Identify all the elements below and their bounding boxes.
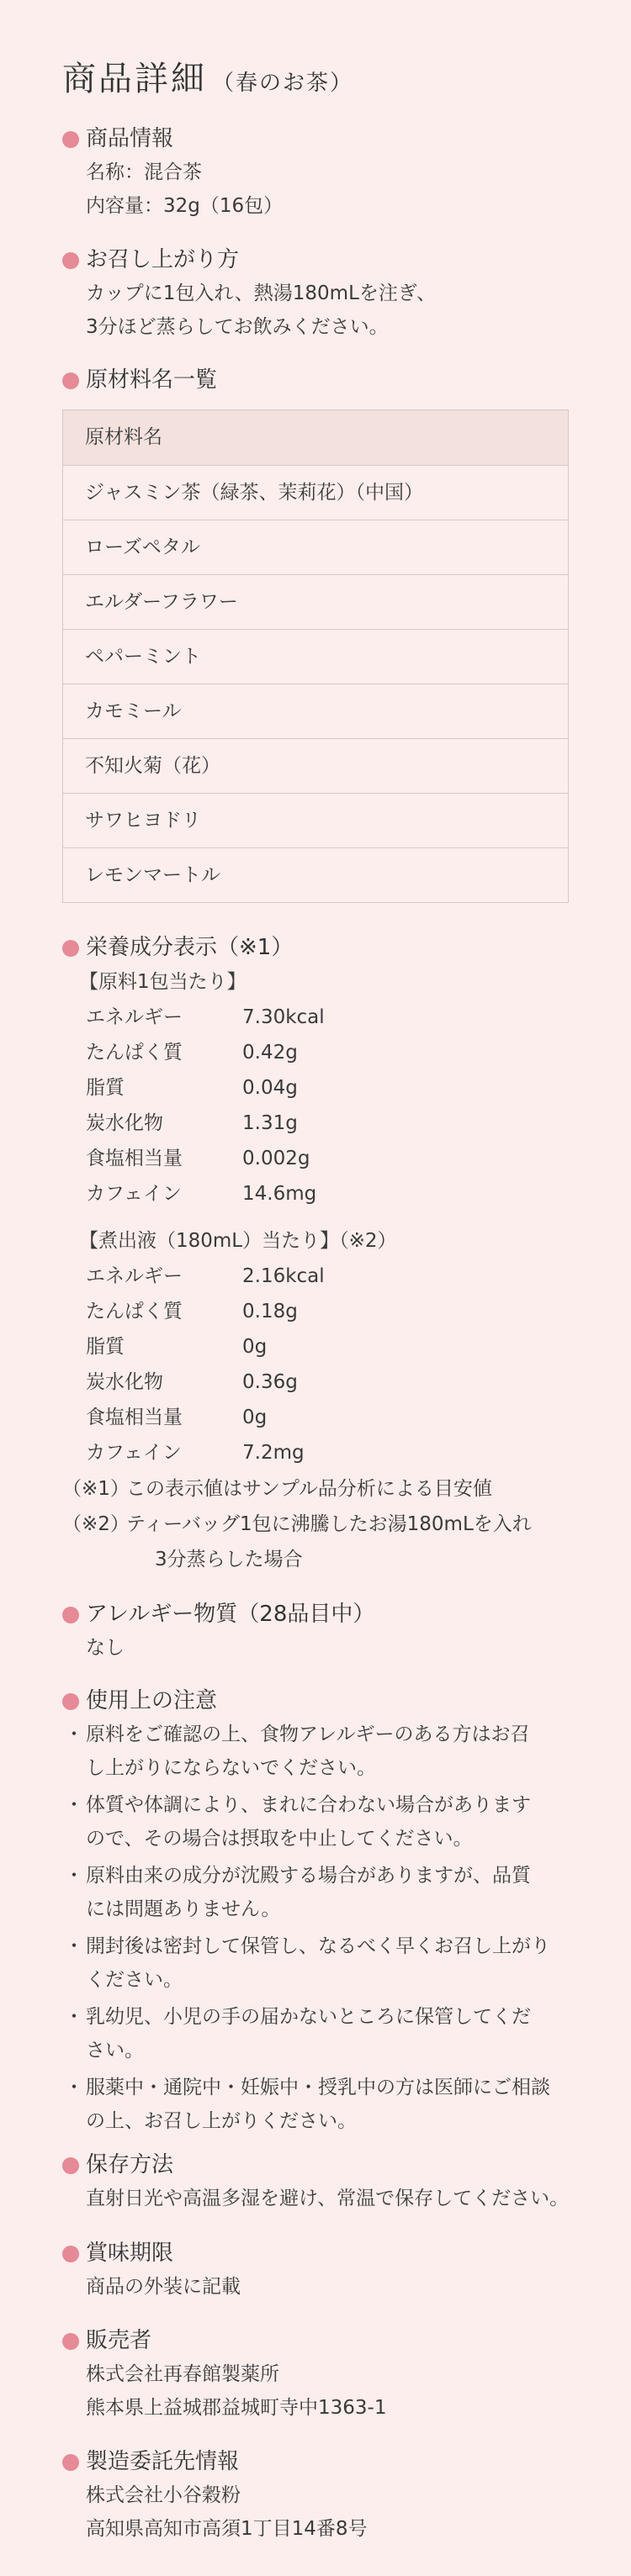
caution-line: には問題ありません。 xyxy=(86,1898,281,1920)
nutrition-per-brew-label: 【煮出液（180mL）当たり】（※2） xyxy=(79,1230,397,1252)
table-row: 不知火菊（花） xyxy=(63,738,568,793)
caution-line: し上がりにならないでください。 xyxy=(86,1757,376,1779)
nutrient-value: 7.30kcal xyxy=(242,1006,325,1028)
nutrient-value: 0.18g xyxy=(242,1301,298,1322)
nutrient-name: カフェイン xyxy=(86,1183,182,1205)
section-ingredients xyxy=(62,363,597,397)
section-heading: 原材料名一覧 xyxy=(62,363,597,397)
note-item xyxy=(62,1507,532,1577)
caution-line: さい。 xyxy=(86,2040,144,2061)
note-mark: （※1） xyxy=(62,1478,130,1500)
page-title-main: 商品詳細 xyxy=(62,60,207,98)
nutrient-name: 脂質 xyxy=(86,1336,125,1358)
table-row: レモンマートル xyxy=(63,847,568,902)
section-cautions xyxy=(62,1684,581,2141)
nutrient-name: 炭水化物 xyxy=(86,1112,163,1134)
nutrient-name: 脂質 xyxy=(86,1077,125,1099)
section-heading: アレルギー物質（28品目中） xyxy=(62,1597,597,1631)
nutrient-name: エネルギー xyxy=(86,1265,183,1287)
note-text: この表示値はサンプル品分析による目安値 xyxy=(126,1478,492,1500)
bullet-dot-icon: ・ xyxy=(64,1865,84,1887)
section-heading: 製造委託先情報 xyxy=(62,2445,597,2478)
how-to-line: 3分ほど蒸らしてお飲みください。 xyxy=(86,316,389,338)
nutrient-name: 炭水化物 xyxy=(86,1371,163,1393)
list-item xyxy=(62,2071,581,2138)
section-product-info xyxy=(62,122,597,223)
section-nutrition xyxy=(62,931,597,1470)
nutrient-value: 14.6mg xyxy=(242,1183,317,1205)
product-content: 内容量：32g（16包） xyxy=(86,195,284,217)
how-to-line: カップに1包入れ、熱湯180mLを注ぎ、 xyxy=(86,282,436,304)
table-row: ジャスミン茶（緑茶、茉莉花）（中国） xyxy=(63,465,568,520)
page-title xyxy=(62,52,353,100)
table-row: カモミール xyxy=(63,684,568,738)
section-heading: 保存方法 xyxy=(62,2148,614,2182)
bullet-dot-icon: ・ xyxy=(64,1935,84,1957)
section-heading: 賞味期限 xyxy=(62,2236,597,2270)
caution-line: 原料由来の成分が沈殿する場合がありますが、品質 xyxy=(86,1865,531,1887)
manufacturer-address: 高知県高知市高須1丁目14番8号 xyxy=(86,2518,368,2540)
nutrient-value: 1.31g xyxy=(242,1112,298,1134)
nutrient-value: 2.16kcal xyxy=(242,1265,325,1287)
section-allergy xyxy=(62,1597,597,1665)
caution-list xyxy=(62,1718,581,2138)
caution-line: 開封後は密封して保管し、なるべく早くお召し上がり xyxy=(86,1935,550,1957)
list-item xyxy=(62,1859,581,1926)
section-manufacturer xyxy=(62,2445,597,2546)
nutrition-notes xyxy=(62,1471,532,1577)
bullet-dot-icon: ・ xyxy=(64,2006,84,2028)
section-how-to xyxy=(62,243,597,344)
nutrition-per-brew-table xyxy=(62,1259,597,1470)
nutrient-name: 食塩相当量 xyxy=(86,1148,183,1169)
section-heading: 栄養成分表示（※1） xyxy=(62,931,597,964)
bullet-dot-icon: ・ xyxy=(64,1794,84,1816)
bullet-dot-icon: ・ xyxy=(64,2077,84,2098)
caution-line: の上、お召し上がりください。 xyxy=(86,2110,357,2132)
note-text: 3分蒸らした場合 xyxy=(155,1549,303,1570)
note-mark: （※2） xyxy=(62,1513,130,1535)
allergy-value: なし xyxy=(86,1637,125,1659)
section-heading: 商品情報 xyxy=(62,122,597,156)
nutrient-value: 0.42g xyxy=(242,1042,298,1064)
product-name: 名称：混合茶 xyxy=(86,161,202,183)
page-title-sub: （春のお茶） xyxy=(212,71,354,96)
caution-line: 服薬中・通院中・妊娠中・授乳中の方は医師にご相談 xyxy=(86,2077,550,2098)
section-expiry xyxy=(62,2236,597,2304)
ingredients-table xyxy=(62,409,569,903)
section-seller xyxy=(62,2324,597,2425)
nutrient-name: 食塩相当量 xyxy=(86,1407,183,1428)
expiry-value: 商品の外装に記載 xyxy=(86,2276,241,2298)
caution-line: ので、その場合は摂取を中止してください。 xyxy=(86,1828,473,1850)
nutrient-value: 0.002g xyxy=(242,1148,310,1169)
caution-line: ください。 xyxy=(86,1969,183,1991)
nutrient-value: 0g xyxy=(242,1407,268,1428)
section-heading: お召し上がり方 xyxy=(62,243,597,277)
list-item xyxy=(62,1788,581,1855)
list-item xyxy=(62,1929,581,1997)
table-row: ペパーミント xyxy=(63,629,568,684)
table-row: エルダーフラワー xyxy=(63,574,568,629)
nutrient-value: 0.36g xyxy=(242,1371,298,1393)
caution-line: 体質や体調により、まれに合わない場合があります xyxy=(86,1794,531,1816)
table-row: サワヒヨドリ xyxy=(63,793,568,847)
caution-line: 原料をご確認の上、食物アレルギーのある方はお召 xyxy=(86,1723,530,1745)
note-text: ティーバッグ1包に沸騰したお湯180mLを入れ xyxy=(126,1513,532,1535)
nutrition-per-bag-table xyxy=(62,1000,597,1211)
nutrient-value: 0.04g xyxy=(242,1077,298,1099)
table-row: ローズペタル xyxy=(63,520,568,574)
section-storage xyxy=(62,2148,614,2215)
nutrient-value: 0g xyxy=(242,1336,268,1358)
list-item xyxy=(62,1718,581,1785)
manufacturer-name: 株式会社小谷穀粉 xyxy=(86,2484,241,2506)
nutrient-name: たんぱく質 xyxy=(86,1301,183,1322)
section-heading: 販売者 xyxy=(62,2324,597,2357)
note-item xyxy=(62,1471,532,1507)
bullet-dot-icon: ・ xyxy=(64,1723,84,1745)
nutrition-per-bag-label: 【原料1包当たり】 xyxy=(79,971,247,993)
seller-address: 熊本県上益城郡益城町寺中1363-1 xyxy=(86,2397,387,2419)
seller-name: 株式会社再春館製薬所 xyxy=(86,2363,279,2385)
nutrient-value: 7.2mg xyxy=(242,1442,305,1464)
nutrient-name: エネルギー xyxy=(86,1006,183,1028)
storage-value: 直射日光や高温多湿を避け、常温で保存してください。 xyxy=(86,2188,570,2209)
nutrient-name: カフェイン xyxy=(86,1442,182,1464)
list-item xyxy=(62,2000,581,2067)
table-header: 原材料名 xyxy=(63,410,568,465)
caution-line: 乳幼児、小児の手の届かないところに保管してくだ xyxy=(86,2006,531,2028)
nutrient-name: たんぱく質 xyxy=(86,1042,183,1064)
section-heading: 使用上の注意 xyxy=(62,1684,581,1718)
